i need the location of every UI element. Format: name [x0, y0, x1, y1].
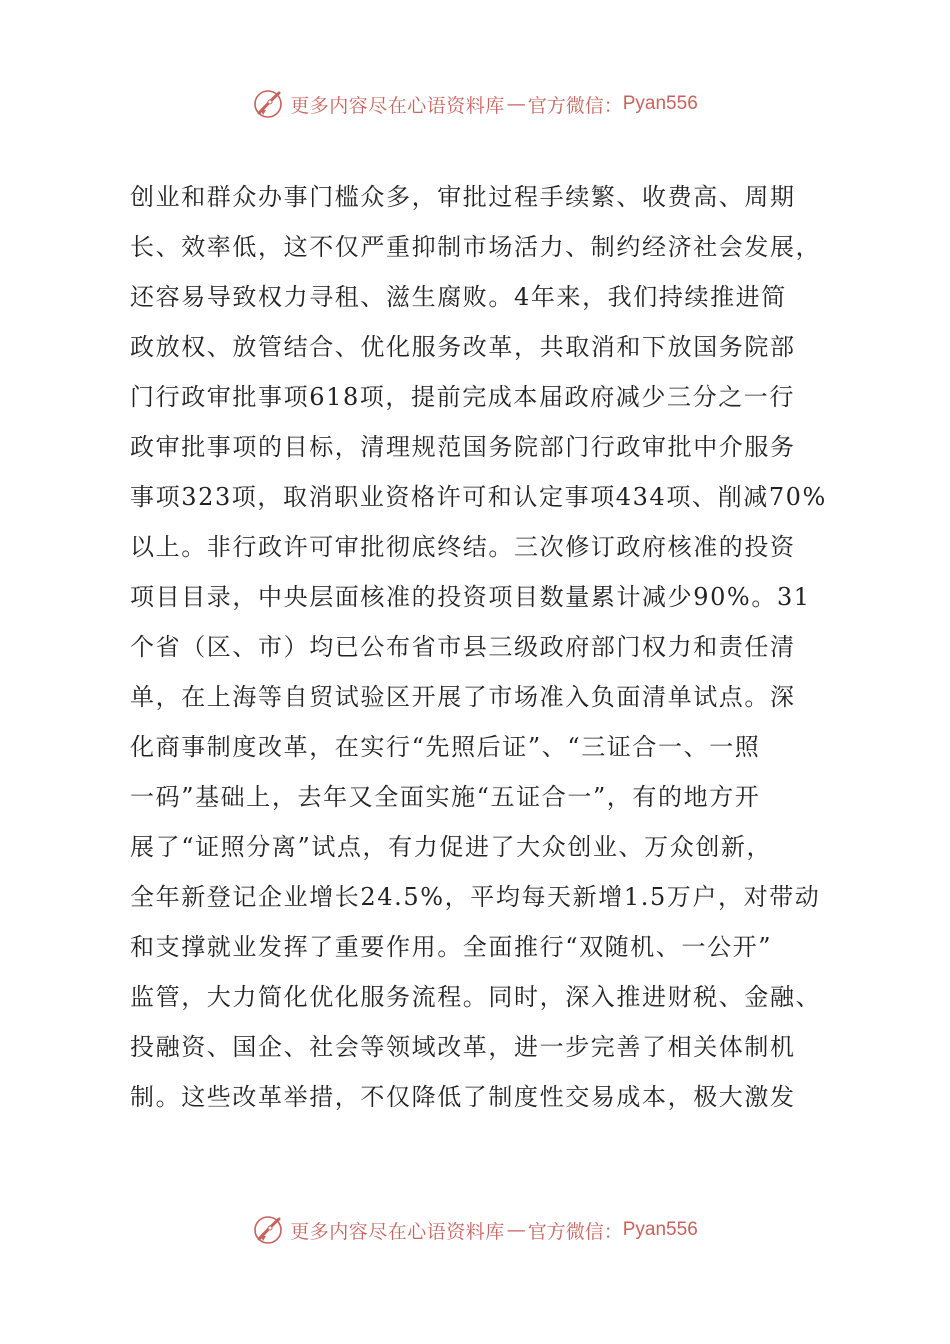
- footer-separator: —: [506, 1219, 526, 1241]
- footer-wechat-id: Pyan556: [622, 1219, 698, 1240]
- body-line: 项目目录，中央层面核准的投资项目数量累计减少90%。31: [130, 583, 811, 611]
- body-line: 单，在上海等自贸试验区开展了市场准入负面清单试点。深: [130, 683, 796, 711]
- body-line: 和支撑就业发挥了重要作用。全面推行“双随机、一公开”: [130, 933, 773, 961]
- body-line: 全年新登记企业增长24.5%，平均每天新增1.5万户，对带动: [130, 883, 821, 911]
- body-line: 门行政审批事项618项，提前完成本届政府减少三分之一行: [130, 383, 796, 411]
- body-line: 政放权、放管结合、优化服务改革，共取消和下放国务院部: [130, 333, 796, 361]
- body-line: 个省（区、市）均已公布省市县三级政府部门权力和责任清: [130, 633, 796, 661]
- footer-brand-text: 更多内容尽在心语资料库: [290, 1220, 505, 1243]
- body-line: 投融资、国企、社会等领域改革，进一步完善了相关体制机: [130, 1033, 796, 1061]
- body-line: 制。这些改革举措，不仅降低了制度性交易成本，极大激发: [130, 1083, 796, 1111]
- header-wechat-id: Pyan556: [622, 93, 698, 114]
- header-wechat-label: 官方微信：: [527, 94, 623, 117]
- body-line: 长、效率低，这不仅严重抑制市场活力、制约经济社会发展，: [130, 233, 822, 261]
- body-line: 以上。非行政许可审批彻底终结。三次修订政府核准的投资: [130, 533, 796, 561]
- body-line: 展了“证照分离”试点，有力促进了大众创业、万众创新，: [130, 833, 773, 861]
- document-body: [130, 172, 827, 1122]
- pen-nib-logo-icon: [252, 88, 284, 120]
- header-banner: [0, 84, 950, 124]
- body-line: 创业和群众办事门槛众多，审批过程手续繁、收费高、周期: [130, 183, 796, 211]
- pen-nib-logo-icon: [252, 1214, 284, 1246]
- body-line: 事项323项，取消职业资格许可和认定事项434项、削减70%: [130, 483, 827, 511]
- body-line: 一码”基础上，去年又全面实施“五证合一”，有的地方开: [130, 783, 761, 811]
- body-line: 还容易导致权力寻租、滋生腐败。4年来，我们持续推进简: [130, 283, 787, 311]
- footer-wechat-label: 官方微信：: [527, 1220, 623, 1243]
- body-line: 政审批事项的目标，清理规范国务院部门行政审批中介服务: [130, 433, 796, 461]
- footer-banner: [0, 1210, 950, 1250]
- body-line: 监管，大力简化优化服务流程。同时，深入推进财税、金融、: [130, 983, 822, 1011]
- body-line: 化商事制度改革，在实行“先照后证”、“三证合一、一照: [130, 733, 761, 761]
- header-brand-text: 更多内容尽在心语资料库: [290, 94, 505, 117]
- header-separator: —: [506, 93, 526, 115]
